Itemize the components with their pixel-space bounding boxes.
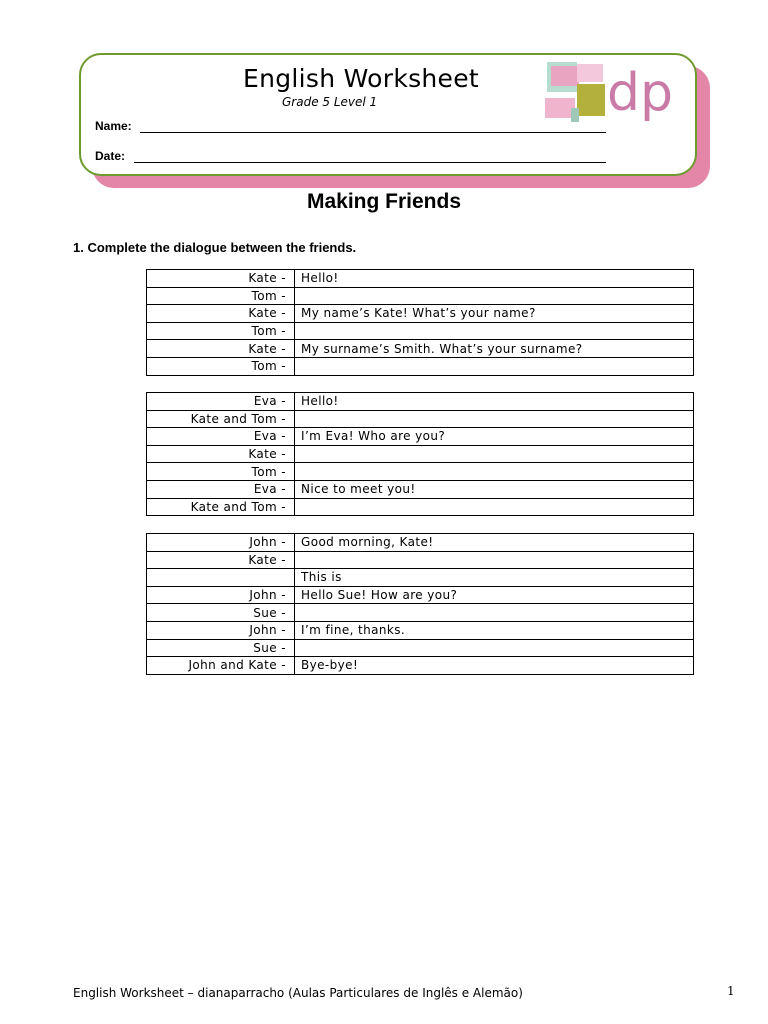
- speaker-cell: Kate -: [147, 445, 295, 463]
- dialogue-row: [147, 270, 694, 288]
- speaker-cell: John and Kate -: [147, 657, 295, 675]
- dialogue-row: [147, 604, 694, 622]
- date-field[interactable]: [134, 162, 606, 163]
- dialogue-row: [147, 639, 694, 657]
- speaker-cell: Kate -: [147, 305, 295, 323]
- answer-blank-cell[interactable]: [295, 463, 694, 481]
- dialogue-row: [147, 357, 694, 375]
- worksheet-header: [79, 53, 697, 176]
- speaker-cell: Kate -: [147, 340, 295, 358]
- speaker-cell: Tom -: [147, 463, 295, 481]
- dialogue-line-cell: I’m Eva! Who are you?: [295, 428, 694, 446]
- speaker-cell: John -: [147, 621, 295, 639]
- dialogue-row: [147, 428, 694, 446]
- dialogue-line-cell: Nice to meet you!: [295, 480, 694, 498]
- speaker-cell: Tom -: [147, 287, 295, 305]
- dialogue-row: [147, 410, 694, 428]
- dialogue-table-1: [146, 269, 694, 376]
- answer-blank-cell[interactable]: [295, 410, 694, 428]
- dialogue-row: [147, 498, 694, 516]
- dialogue-row: [147, 393, 694, 411]
- dialogue-row: [147, 463, 694, 481]
- speaker-cell: Eva -: [147, 428, 295, 446]
- answer-blank-cell[interactable]: [295, 322, 694, 340]
- speaker-cell: Kate and Tom -: [147, 410, 295, 428]
- name-label: Name:: [95, 119, 132, 133]
- dialogue-line-cell: Hello!: [295, 270, 694, 288]
- answer-blank-cell[interactable]: [295, 287, 694, 305]
- dialogue-row: [147, 569, 694, 587]
- dp-logo: [541, 58, 681, 126]
- logo-text: dp: [607, 63, 674, 123]
- speaker-cell: [147, 569, 295, 587]
- question-1: 1. Complete the dialogue between the friends.: [73, 240, 357, 255]
- dialogue-line-cell: I’m fine, thanks.: [295, 621, 694, 639]
- speaker-cell: Sue -: [147, 604, 295, 622]
- name-field[interactable]: [140, 132, 606, 133]
- dialogue-row: [147, 551, 694, 569]
- answer-blank-cell[interactable]: [295, 639, 694, 657]
- speaker-cell: Kate and Tom -: [147, 498, 295, 516]
- speaker-cell: Eva -: [147, 480, 295, 498]
- speaker-cell: Eva -: [147, 393, 295, 411]
- footer-text: English Worksheet – dianaparracho (Aulas Particulares de Inglês e Alemão): [73, 986, 523, 1000]
- speaker-cell: John -: [147, 534, 295, 552]
- dialogue-line-cell: My surname’s Smith. What’s your surname?: [295, 340, 694, 358]
- speaker-cell: Tom -: [147, 357, 295, 375]
- dialogue-row: [147, 287, 694, 305]
- dialogue-line-cell: This is: [295, 569, 694, 587]
- worksheet-title: English Worksheet: [242, 64, 480, 93]
- page-number: 1: [727, 984, 735, 998]
- dialogue-row: [147, 534, 694, 552]
- dialogue-table-2: [146, 392, 694, 516]
- dialogue-row: [147, 586, 694, 604]
- dialogue-row: [147, 322, 694, 340]
- speaker-cell: Sue -: [147, 639, 295, 657]
- section-title: Making Friends: [306, 190, 462, 213]
- dialogue-line-cell: My name’s Kate! What’s your name?: [295, 305, 694, 323]
- dialogue-row: [147, 480, 694, 498]
- worksheet-subtitle: Grade 5 Level 1: [282, 95, 378, 109]
- date-label: Date:: [95, 149, 126, 163]
- answer-blank-cell[interactable]: [295, 551, 694, 569]
- speaker-cell: John -: [147, 586, 295, 604]
- answer-blank-cell[interactable]: [295, 357, 694, 375]
- dialogue-row: [147, 305, 694, 323]
- dialogue-row: [147, 621, 694, 639]
- speaker-cell: Tom -: [147, 322, 295, 340]
- dialogue-row: [147, 657, 694, 675]
- dialogue-row: [147, 445, 694, 463]
- answer-blank-cell[interactable]: [295, 604, 694, 622]
- speaker-cell: Kate -: [147, 551, 295, 569]
- dialogue-line-cell: Good morning, Kate!: [295, 534, 694, 552]
- dialogue-line-cell: Bye-bye!: [295, 657, 694, 675]
- dialogue-row: [147, 340, 694, 358]
- speaker-cell: Kate -: [147, 270, 295, 288]
- dialogue-line-cell: Hello!: [295, 393, 694, 411]
- dialogue-line-cell: Hello Sue! How are you?: [295, 586, 694, 604]
- dialogue-table-3: [146, 533, 694, 675]
- answer-blank-cell[interactable]: [295, 498, 694, 516]
- answer-blank-cell[interactable]: [295, 445, 694, 463]
